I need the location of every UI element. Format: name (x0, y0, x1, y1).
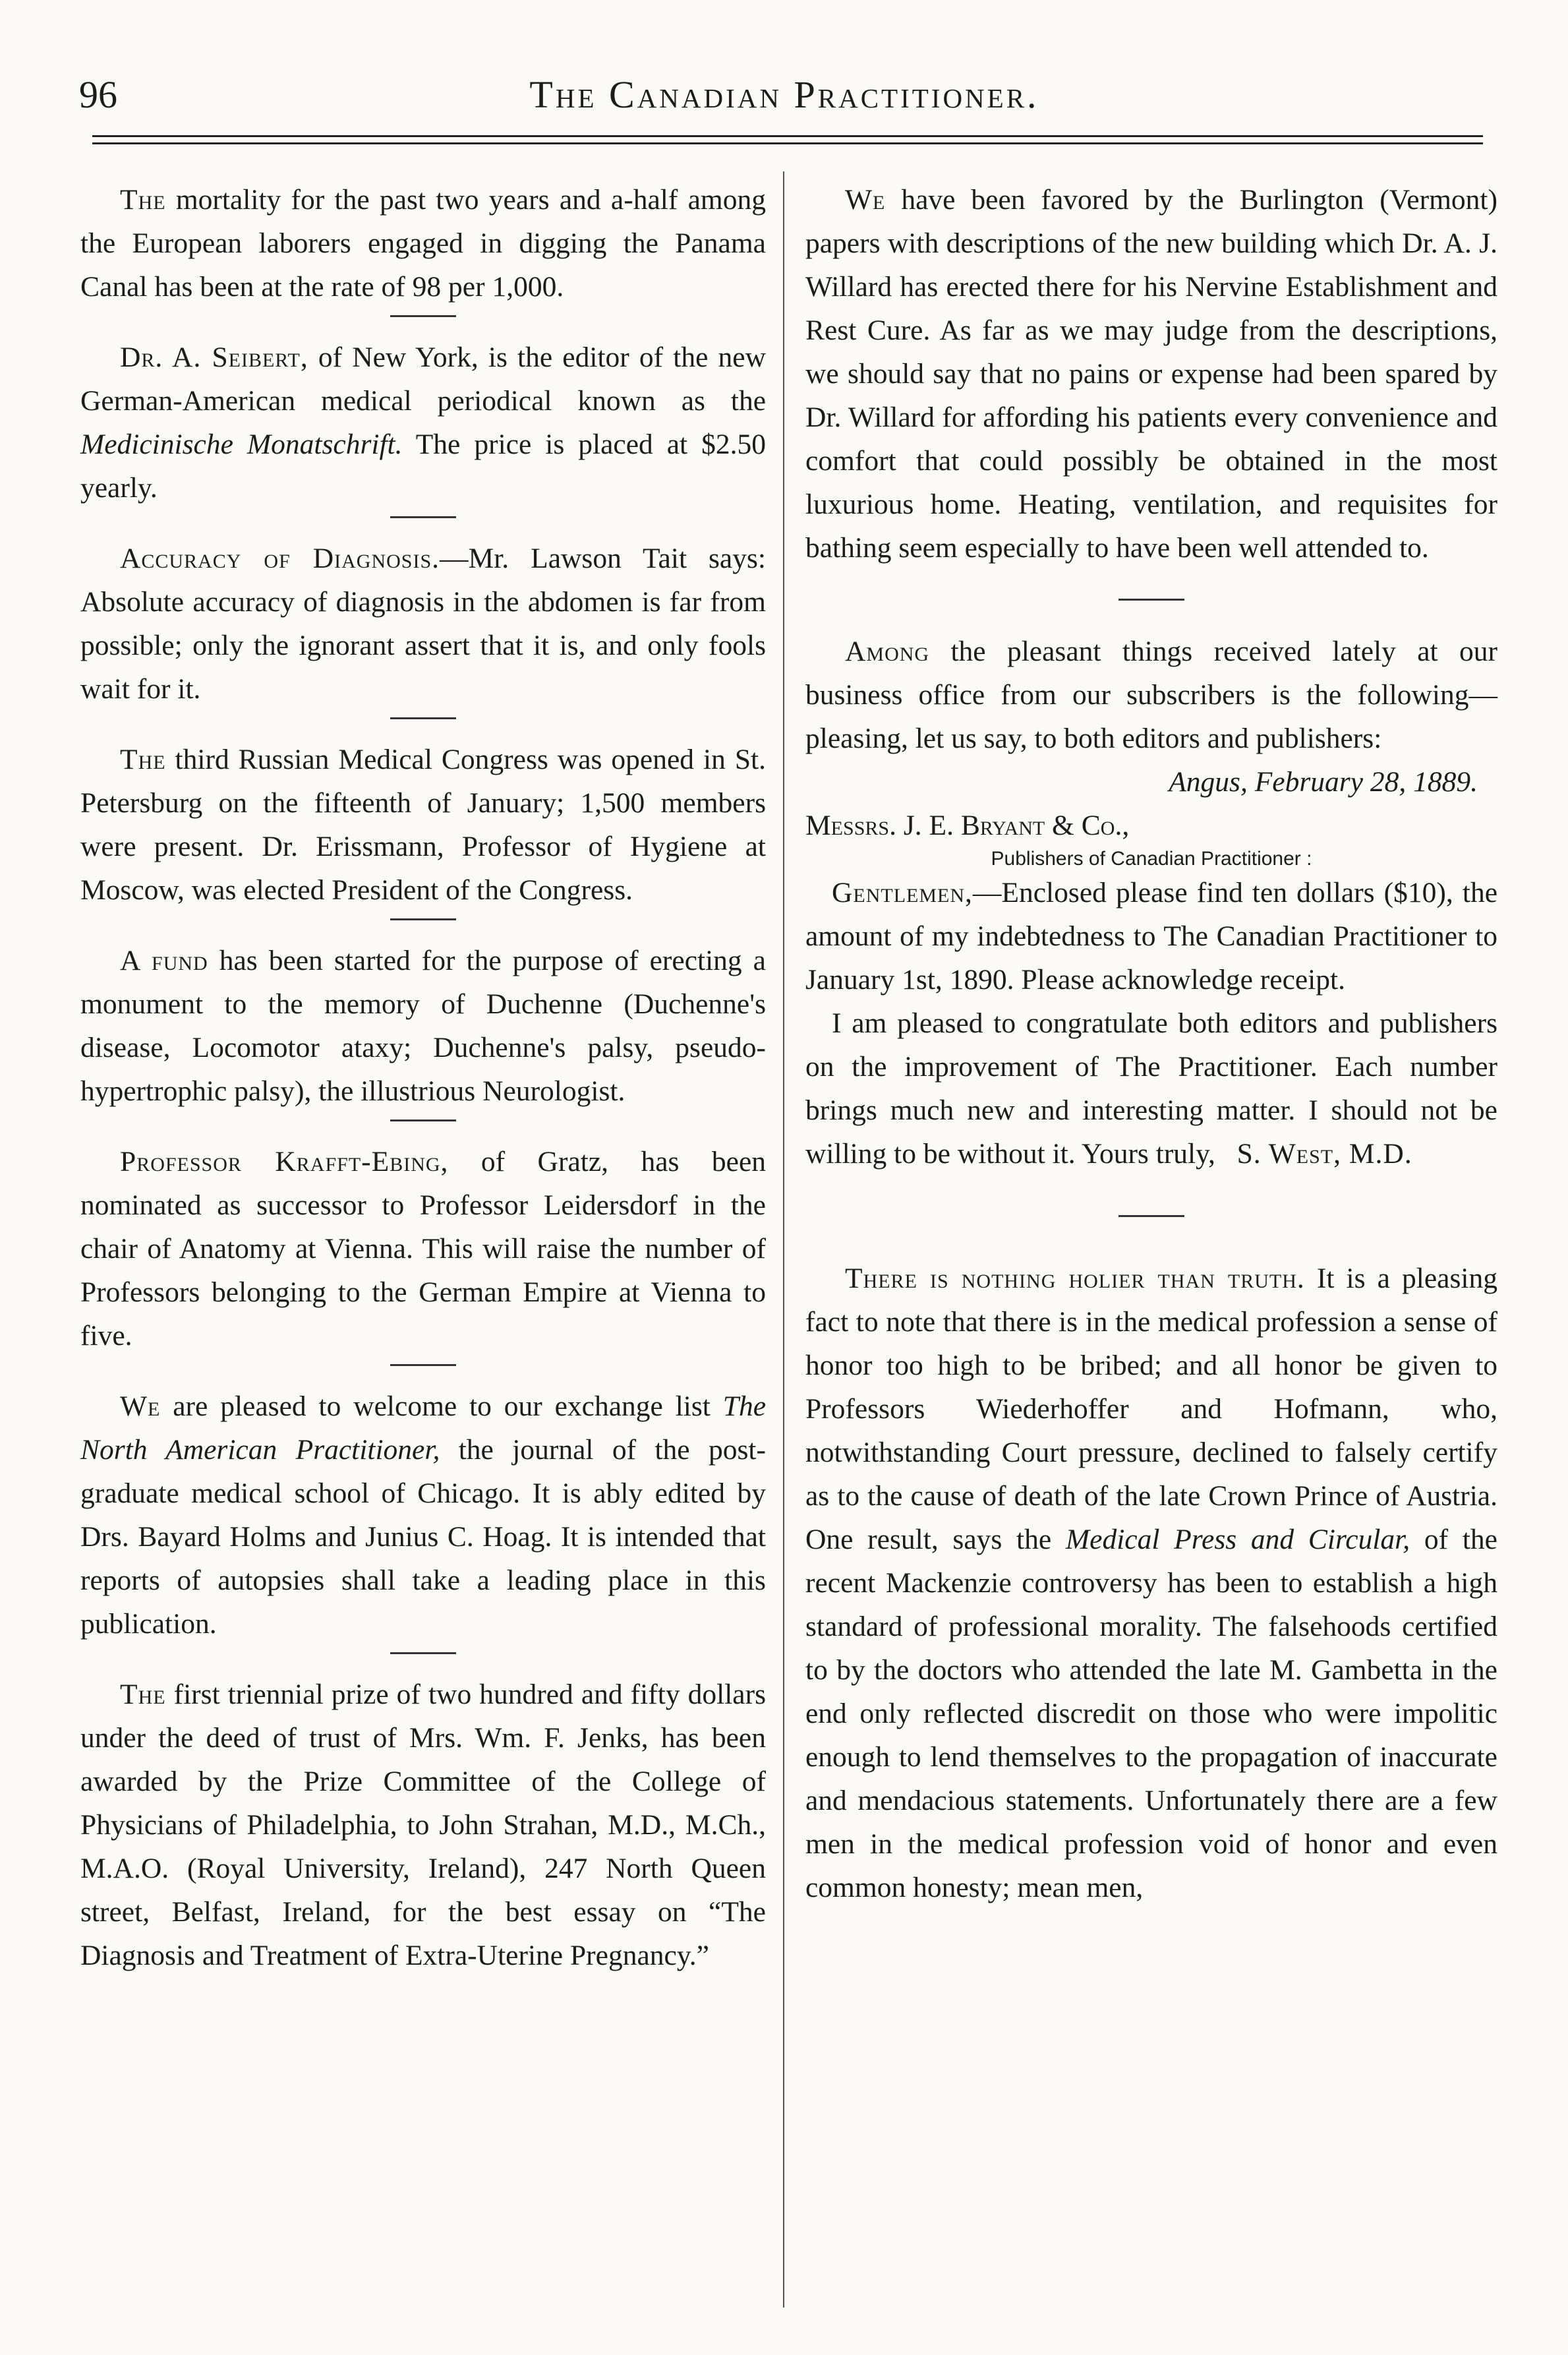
section-separator (390, 516, 456, 518)
right-column (805, 178, 1497, 1909)
article-krafft-ebing: Professor Krafft-Ebing, of Gratz, has been nominated as successor to Professor Leidersdorf in the chair of Anatomy at Vienna. This will raise the number of Professors belonging to the German Empire at Vienna to five. (80, 1146, 767, 1352)
section-separator (1118, 1215, 1184, 1217)
article-nothing-holier-than-truth: There is nothing holier than truth. It is a pleasing fact to note that there is in the medical profession a sense of honor too high to be bribed; and all honor be given to Professors Wiederhoffer and Hofmann, who, notwithstanding Court pressure, declined to falsely certify as to the cause of death of the late Crown Prince of Austria. One result, says the Medical Press and Circular, of the recent Mackenzie controversy has been to establish a high standard of professional morality. The falsehoods certified to by the doctors who attended the late M. Gambetta in the end only reflected discredit on those who were impolitic enough to lend themselves to the propagation of inaccurate and mendacious statements. Unfortunately there are a few men in the medical profession void of honor and even common honesty; mean men, (805, 1263, 1497, 1903)
section-separator (390, 1364, 456, 1366)
header-rule (92, 135, 1483, 144)
letter-publishers-line: Publishers of Canadian Practitioner : (991, 848, 1312, 870)
column-divider (783, 171, 784, 2308)
letter-addressee: Messrs. J. E. Bryant & Co., (805, 810, 1130, 841)
page-number: 96 (79, 73, 117, 116)
article-seibert: Dr. A. Seibert, of New York, is the editor of the new German-American medical periodical known as the Medicinische Monatschrift. The price is placed at $2.50 yearly. (80, 342, 766, 504)
article-accuracy-of-diagnosis: Accuracy of Diagnosis.—Mr. Lawson Tait says: Absolute accuracy of diagnosis in the abdomen is far from possible; only the ignorant assert that it is, and only fools wait for it. (80, 543, 766, 705)
article-russian-congress: The third Russian Medical Congress was opened in St. Petersburg on the fifteenth of January; 1,500 members were present. Dr. Erissmann, Professor of Hygiene at Moscow, was elected President of the Congress. (80, 744, 766, 906)
article-triennial-prize: The first triennial prize of two hundred and fifty dollars under the deed of trust of Mrs. Wm. F. Jenks, has been awarded by the Prize Committee of the College of Physicians of Philadelphia, to John Strahan, M.D., M.Ch., M.A.O. (Royal University, Ireland), 247 North Queen street, Belfast, Ireland, for the best essay on “The Diagnosis and Treatment of Extra-Uterine Pregnancy.” (80, 1679, 766, 1971)
article-north-american-practitioner: We are pleased to welcome to our exchange list The North American Practitioner, the journal of the post-graduate medical school of Chicago. It is ably edited by Drs. Bayard Holms and Junius C. Hoag. It is intended that reports of autopsies shall take a leading place in this publication. (80, 1390, 766, 1640)
article-letter-intro: Among the pleasant things received lately at our business office from our subscribers is the following—pleasing, let us say, to both editors and publishers: (805, 636, 1497, 754)
letter-paragraph-2: I am pleased to congratulate both editors and publishers on the improvement of The Practitioner. Each number brings much new and interesting matter. I should not be willing to be without it. Yours truly, S. West, M.D. (805, 1007, 1497, 1170)
section-separator (1118, 599, 1184, 601)
article-duchenne-fund: A fund has been started for the purpose of erecting a monument to the memory of Duchenne (Duchenne's disease, Locomotor ataxy; Duchenne's palsy, pseudo-hypertrophic palsy), the illustrious Neurologist. (80, 945, 766, 1107)
letter-dateline: Angus, February 28, 1889. (1169, 766, 1478, 798)
letter-signature: S. West, M.D. (1236, 1138, 1412, 1170)
section-separator (390, 1652, 456, 1654)
running-title: The Canadian Practitioner. (529, 73, 1039, 116)
article-willard-establishment: We have been favored by the Burlington (Vermont) papers with descriptions of the new building which Dr. A. J. Willard has erected there for his Nervine Establishment and Rest Cure. As far as we may judge from the descriptions, we should say that no pains or expense had been spared by Dr. Willard for affording his patients every convenience and comfort that could possibly be obtained in the most luxurious home. Heating, ventilation, and requisites for bathing seem especially to have been well attended to. (805, 184, 1497, 564)
section-separator (390, 1119, 456, 1121)
section-separator (390, 918, 456, 920)
section-separator (390, 717, 456, 719)
article-panama-mortality: The mortality for the past two years and a-half among the European laborers engaged in digging the Panama Canal has been at the rate of 98 per 1,000. (80, 184, 766, 303)
page-header (79, 59, 1490, 132)
left-column (80, 178, 766, 1977)
letter-paragraph-1: Gentlemen,—Enclosed please find ten dollars ($10), the amount of my indebtedness to The Canadian Practitioner to January 1st, 1890. Please acknowledge receipt. (805, 877, 1497, 996)
section-separator (390, 315, 456, 317)
